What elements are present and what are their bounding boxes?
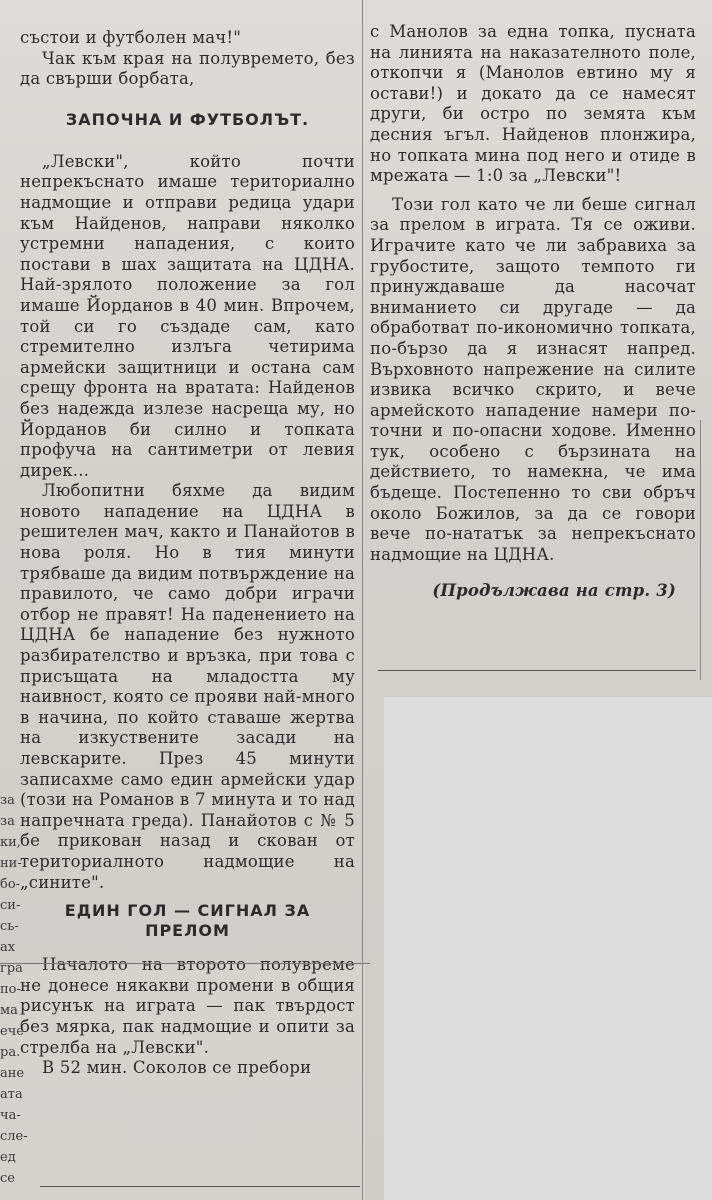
article-paragraph: „Левски", който почти непрекъснато имаше териториално надмощие и отправи редица удари към Найденов, направи няколко устремни нападения, с които постави в шах защитата на ЦДНА. Най-зрялото положение за гол имаше Йорданов в 40 мин. Впрочем, той си го създаде сам, като стремително излъга четирима армейски защитници и остана сам срещу фронта на вратата: Найденов без надежда излезе насреща му, но Йорданов би силно и топката профуча на сантиметри от левия дирек... <box>20 151 355 480</box>
margin-fragment: ма <box>0 1003 18 1018</box>
margin-fragment: по- <box>0 982 21 997</box>
margin-fragment: ата <box>0 1087 23 1102</box>
column-end-rule <box>378 670 696 671</box>
margin-fragment: за <box>0 814 15 829</box>
margin-fragment: си- <box>0 898 21 913</box>
margin-fragment: ед <box>0 1150 16 1165</box>
left-column <box>20 28 355 1079</box>
page-edge-line <box>700 420 701 680</box>
adjacent-column-fragments <box>0 790 28 1189</box>
page-bottom-rule <box>40 1186 360 1187</box>
margin-fragment: ки, <box>0 835 21 850</box>
margin-fragment: ах <box>0 940 16 955</box>
margin-fragment: за <box>0 793 15 808</box>
margin-fragment: бо- <box>0 877 21 892</box>
heading-line: ЕДИН ГОЛ — СИГНАЛ ЗА <box>64 901 311 921</box>
blank-overlay-area <box>384 697 712 1200</box>
margin-fragment: ча- <box>0 1108 21 1123</box>
right-column <box>370 22 696 602</box>
text-line: Чак към края на полувремето, без да свърши борбата, <box>20 48 355 89</box>
article-paragraph: с Манолов за една топка, пусната на линията на наказателното поле, откопчи я (Манолов евтино му я остави!) и докато да се намесят други, би остро по земята към десния ъгъл. Найденов плонжира, но топката мина под него и отиде в мрежата — 1:0 за „Левски"! <box>370 22 696 186</box>
article-paragraph: Началото на второто полувреме не донесе някакви промени в общия рисунък на играта — пак твърдост без мярка, пак надмощие и опити за стрелба на „Левски". <box>20 955 355 1057</box>
margin-fragment: сь- <box>0 919 19 934</box>
margin-fragment: се <box>0 1171 15 1186</box>
section-rule <box>0 963 370 964</box>
margin-fragment: ече <box>0 1024 24 1039</box>
margin-fragment: гра <box>0 961 23 976</box>
margin-fragment: ане <box>0 1066 25 1081</box>
continued-note: (Продължава на стр. 3) <box>432 581 676 601</box>
article-paragraph: Този гол като че ли беше сигнал за прелом в играта. Тя се оживи. Играчите като че ли забравиха за грубостите, защото темпото ги принуждаваше да насочат вниманието си другаде — да обработват по-икономично топката, по-бързо да я изнасят напред. Върховното напрежение на силите извика всичко скрито, и вече армейското нападение намери по-точни и по-опасни ходове. Именно тук, особено с бързината на действието, то намекна, че има бъдеще. Постепенно то сви обръч около Божилов, за да се говори вече по-нататък за непрекъснато надмощие на ЦДНА. <box>370 194 696 564</box>
margin-fragment: ни- <box>0 856 22 871</box>
margin-fragment: ра. <box>0 1045 21 1060</box>
margin-fragment: сле- <box>0 1129 28 1144</box>
column-divider <box>362 0 363 1200</box>
text-line: състои и футболен мач!" <box>20 28 242 47</box>
section-heading: ЗАПОЧНА И ФУТБОЛЪТ. <box>65 109 310 129</box>
article-paragraph: Любопитни бяхме да видим новото нападение на ЦДНА в решителен мач, както и Панайотов в нова роля. Но в тия минути трябваше да видим потвърждение на правилото, че само добри играчи отбор не правят! На паденението на ЦДНА бе нападение без нужното разбирателство и връзка, при това с присъщата на младостта му наивност, която се прояви най-много в начина, по който ставаше жертва на изкуствените засади на левскарите. През 45 минути записахме само един армейски удар (този на Романов в 7 минута и то над напречната греда). Панайотов с № 5 бе прикован назад и скован от териториалното надмощие на „сините". <box>20 481 355 892</box>
article-paragraph: В 52 мин. Соколов се пребори <box>42 1058 312 1078</box>
heading-line: ПРЕЛОМ <box>145 921 230 941</box>
section-heading <box>20 901 355 941</box>
